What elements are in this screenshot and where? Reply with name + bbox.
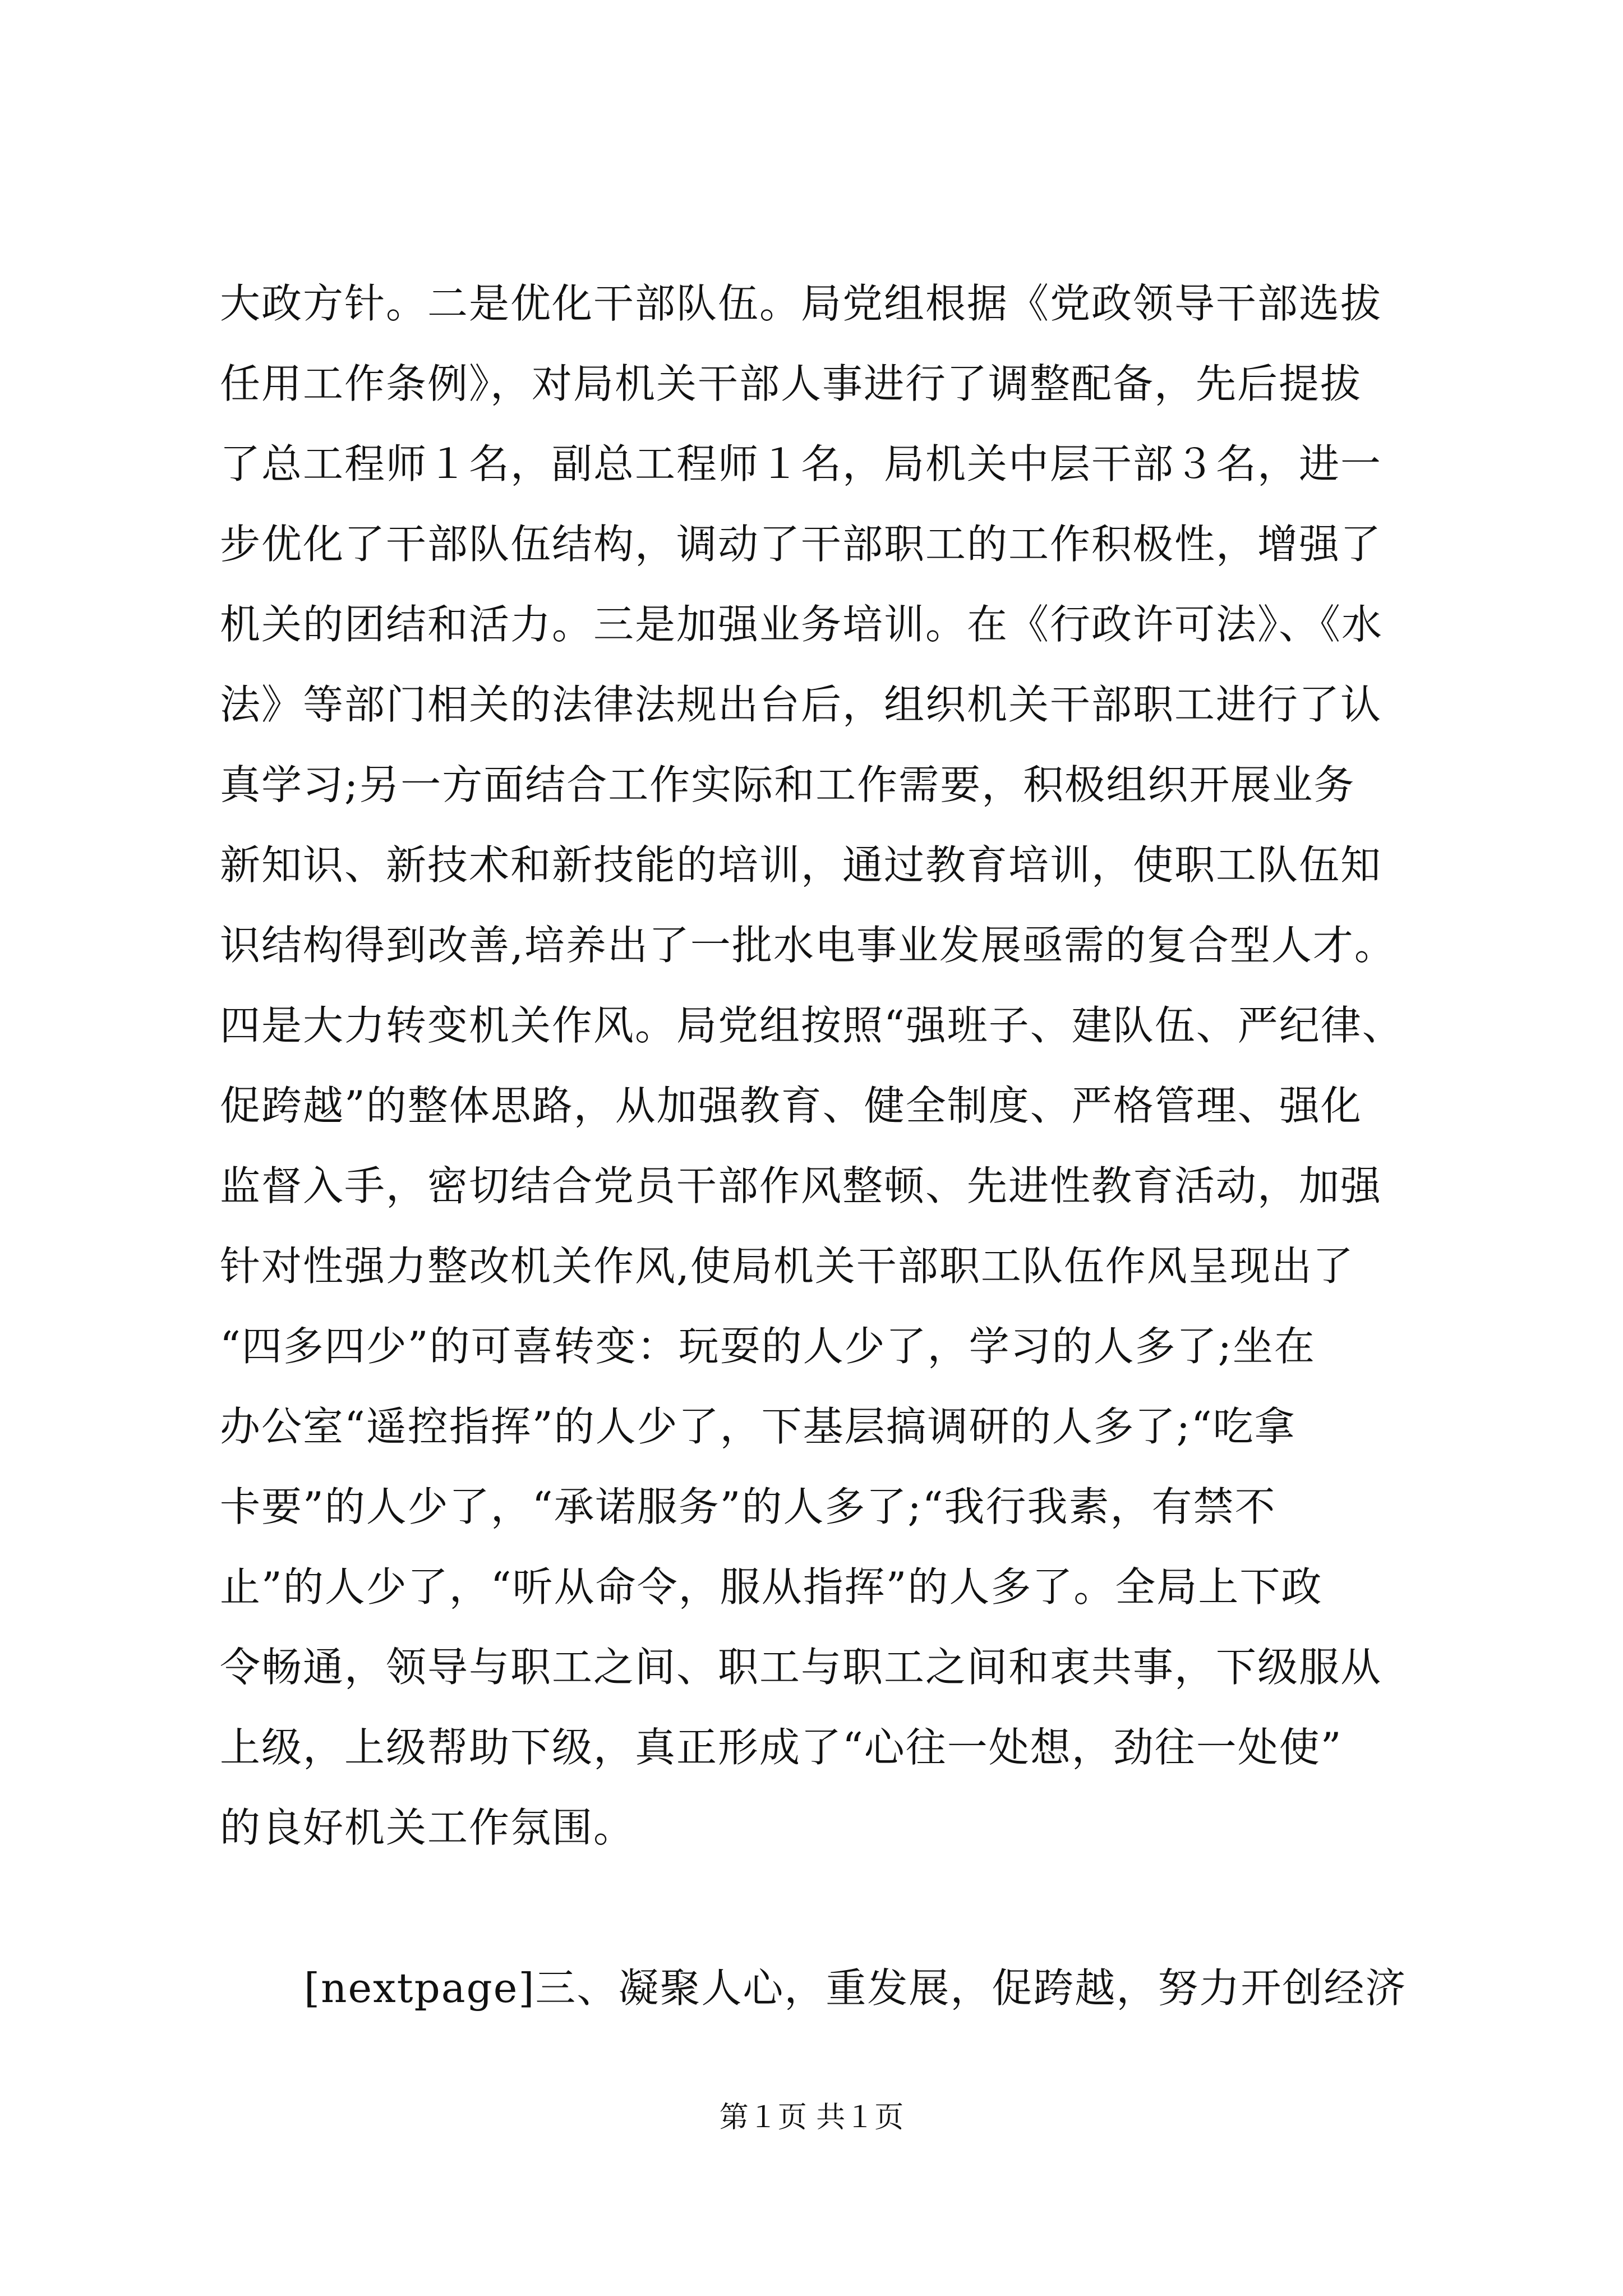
body-line: 法》等部门相关的法律法规出台后，组织机关干部职工进行了认 (220, 681, 1382, 728)
body-line: 真学习;另一方面结合工作实际和工作需要，积极组织开展业务 (220, 761, 1355, 808)
body-line: 止”的人少了，“听从命令，服从指挥”的人多了。全局上下政 (220, 1563, 1323, 1611)
body-line: 监督入手，密切结合党员干部作风整顿、先进性教育活动，加强 (220, 1162, 1382, 1209)
body-line: “四多四少”的可喜转变：玩耍的人少了，学习的人多了;坐在 (220, 1323, 1316, 1370)
body-line: 了总工程师１名，副总工程师１名，局机关中层干部３名，进一 (220, 440, 1382, 487)
body-line: 识结构得到改善,培养出了一批水电事业发展亟需的复合型人才。 (220, 922, 1396, 969)
body-line: 步优化了干部队伍结构，调动了干部职工的工作积极性，增强了 (220, 521, 1382, 568)
body-line: 卡要”的人少了，“承诺服务”的人多了;“我行我素，有禁不 (220, 1483, 1276, 1530)
body-line: 的良好机关工作氛围。 (220, 1804, 635, 1851)
body-line: 大政方针。二是优化干部队伍。局党组根据《党政领导干部选拔 (220, 280, 1382, 327)
paragraph-gap (220, 1868, 1420, 1948)
body-line: 上级，上级帮助下级，真正形成了“心往一处想，劲往一处使” (220, 1724, 1343, 1771)
body-line: 令畅通，领导与职工之间、职工与职工之间和衷共事，下级服从 (220, 1644, 1382, 1691)
page-footer: 第１页 共１页 (719, 2101, 904, 2134)
body-line: 任用工作条例》，对局机关干部人事进行了调整配备，先后提拔 (220, 360, 1362, 407)
body-line: 促跨越”的整体思路，从加强教育、健全制度、严格管理、强化 (220, 1082, 1362, 1129)
document-body (220, 264, 1420, 2028)
body-line: 四是大力转变机关作风。局党组按照“强班子、建队伍、严纪律、 (220, 1002, 1404, 1049)
next-paragraph-line: [nextpage]三、凝聚人心，重发展，促跨越，努力开创经济 (304, 1964, 1407, 2012)
body-line: 办公室“遥控指挥”的人少了，下基层搞调研的人多了;“吃拿 (220, 1403, 1296, 1450)
body-line: 机关的团结和活力。三是加强业务培训。在《行政许可法》、《水 (220, 601, 1384, 648)
body-line: 针对性强力整改机关作风,使局机关干部职工队伍作风呈现出了 (220, 1243, 1354, 1290)
body-line: 新知识、新技术和新技能的培训，通过教育培训，使职工队伍知 (220, 841, 1382, 889)
